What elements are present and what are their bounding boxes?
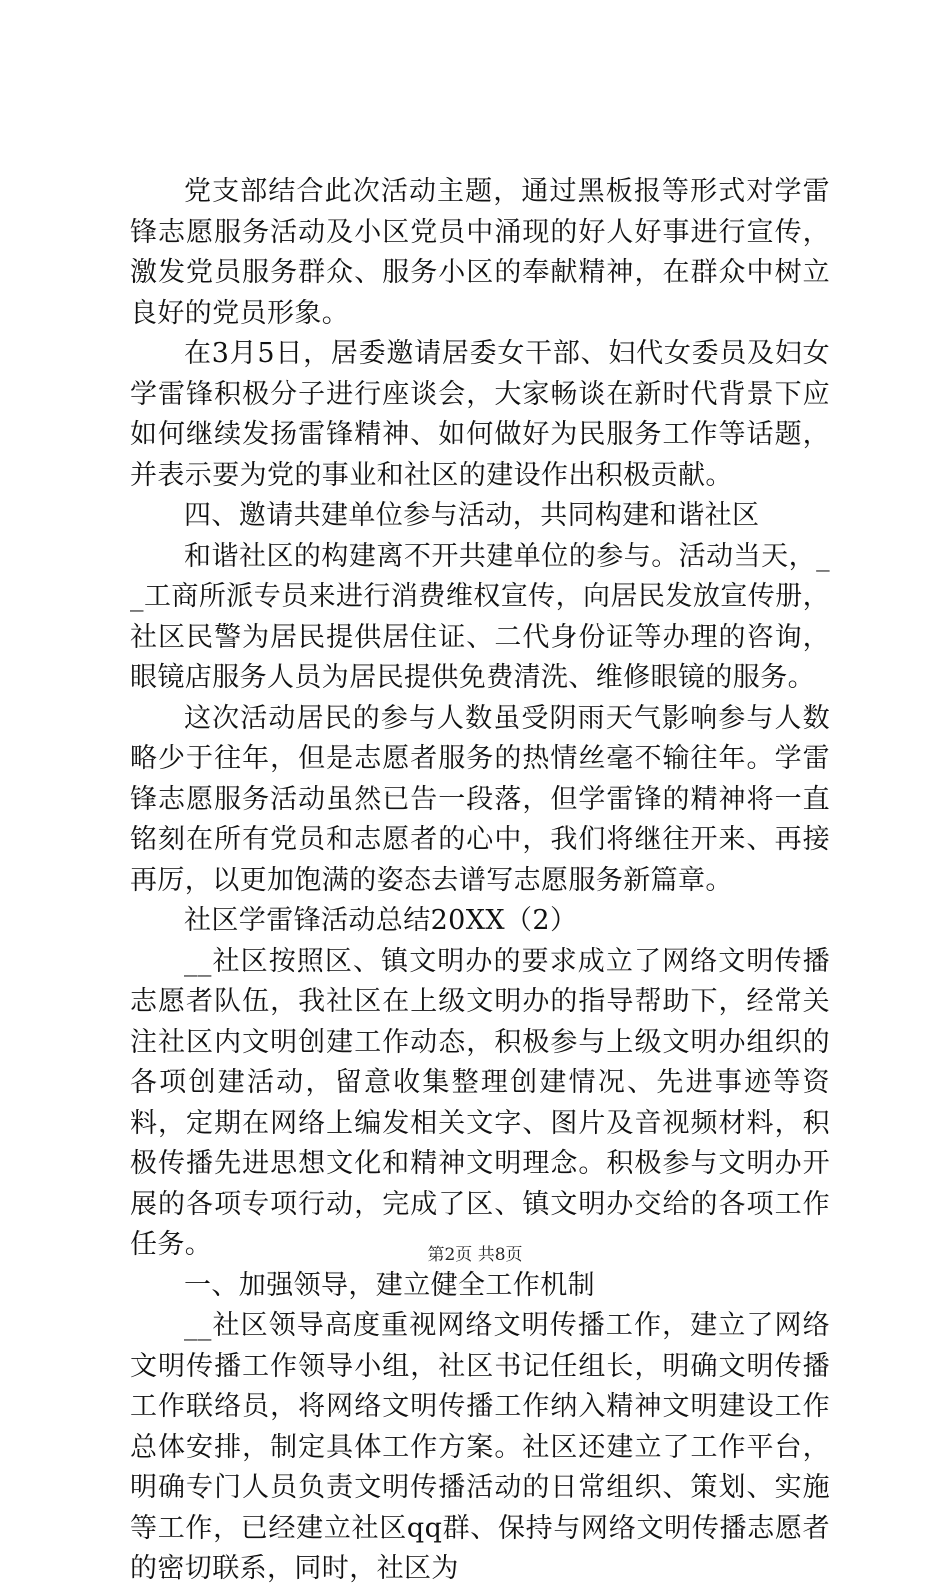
paragraph-partner-units: 和谐社区的构建离不开共建单位的参与。活动当天，__工商所派专员来进行消费维权宣传，向居民发放宣传册，社区民警为居民提供居住证、二代身份证等办理的咨询，眼镜店服务人员为居民提供免费清洗、维修眼镜的服务。 [130,540,830,693]
paragraph-network-volunteers: __社区按照区、镇文明办的要求成立了网络文明传播志愿者队伍，我社区在上级文明办的指导帮助下，经常关注社区内文明创建工作动态，积极参与上级文明办组织的各项创建活动，留意收集整理创建情况、先进事迹等资料，定期在网络上编发相关文字、图片及音视频材料，积极传播先进思想文化和精神文明理念。积极参与文明办开展的各项专项行动，完成了区、镇文明办交给的各项工作任务。 [130,945,830,1260]
section-heading-1: 一、加强领导，建立健全工作机制 [184,1269,595,1301]
paragraph-activity-summary: 这次活动居民的参与人数虽受阴雨天气影响参与人数略少于往年，但是志愿者服务的热情丝毫不输往年。学雷锋志愿服务活动虽然已告一段落，但学雷锋的精神将一直铭刻在所有党员和志愿者的心中，我们将继往开来、再接再厉，以更加饱满的姿态去谱写志愿服务新篇章。 [130,702,830,896]
paragraph-party-branch-publicity: 党支部结合此次活动主题，通过黑板报等形式对学雷锋志愿服务活动及小区党员中涌现的好人好事进行宣传，激发党员服务群众、服务小区的奉献精神，在群众中树立良好的党员形象。 [130,176,830,329]
page-number-footer: 第2页 共8页 [427,1245,523,1265]
section-heading-4: 四、邀请共建单位参与活动，共同构建和谐社区 [184,500,760,531]
paragraph-leadership: __社区领导高度重视网络文明传播工作，建立了网络文明传播工作领导小组，社区书记任组长，明确文明传播工作联络员，将网络文明传播工作纳入精神文明建设工作总体安排，制定具体工作方案。社区还建立了工作平台，明确专门人员负责文明传播活动的日常组织、策划、实施等工作，已经建立社区qq群、保持与网络文明传播志愿者的密切联系，同时，社区为 [130,1310,830,1584]
document-body [130,172,830,1590]
document-subtitle: 社区学雷锋活动总结20XX（2） [184,905,578,936]
paragraph-march-5-forum: 在3月5日，居委邀请居委女干部、妇代女委员及妇女学雷锋积极分子进行座谈会，大家畅谈在新时代背景下应如何继续发扬雷锋精神、如何做好为民服务工作等话题，并表示要为党的事业和社区的建设作出积极贡献。 [130,338,830,491]
